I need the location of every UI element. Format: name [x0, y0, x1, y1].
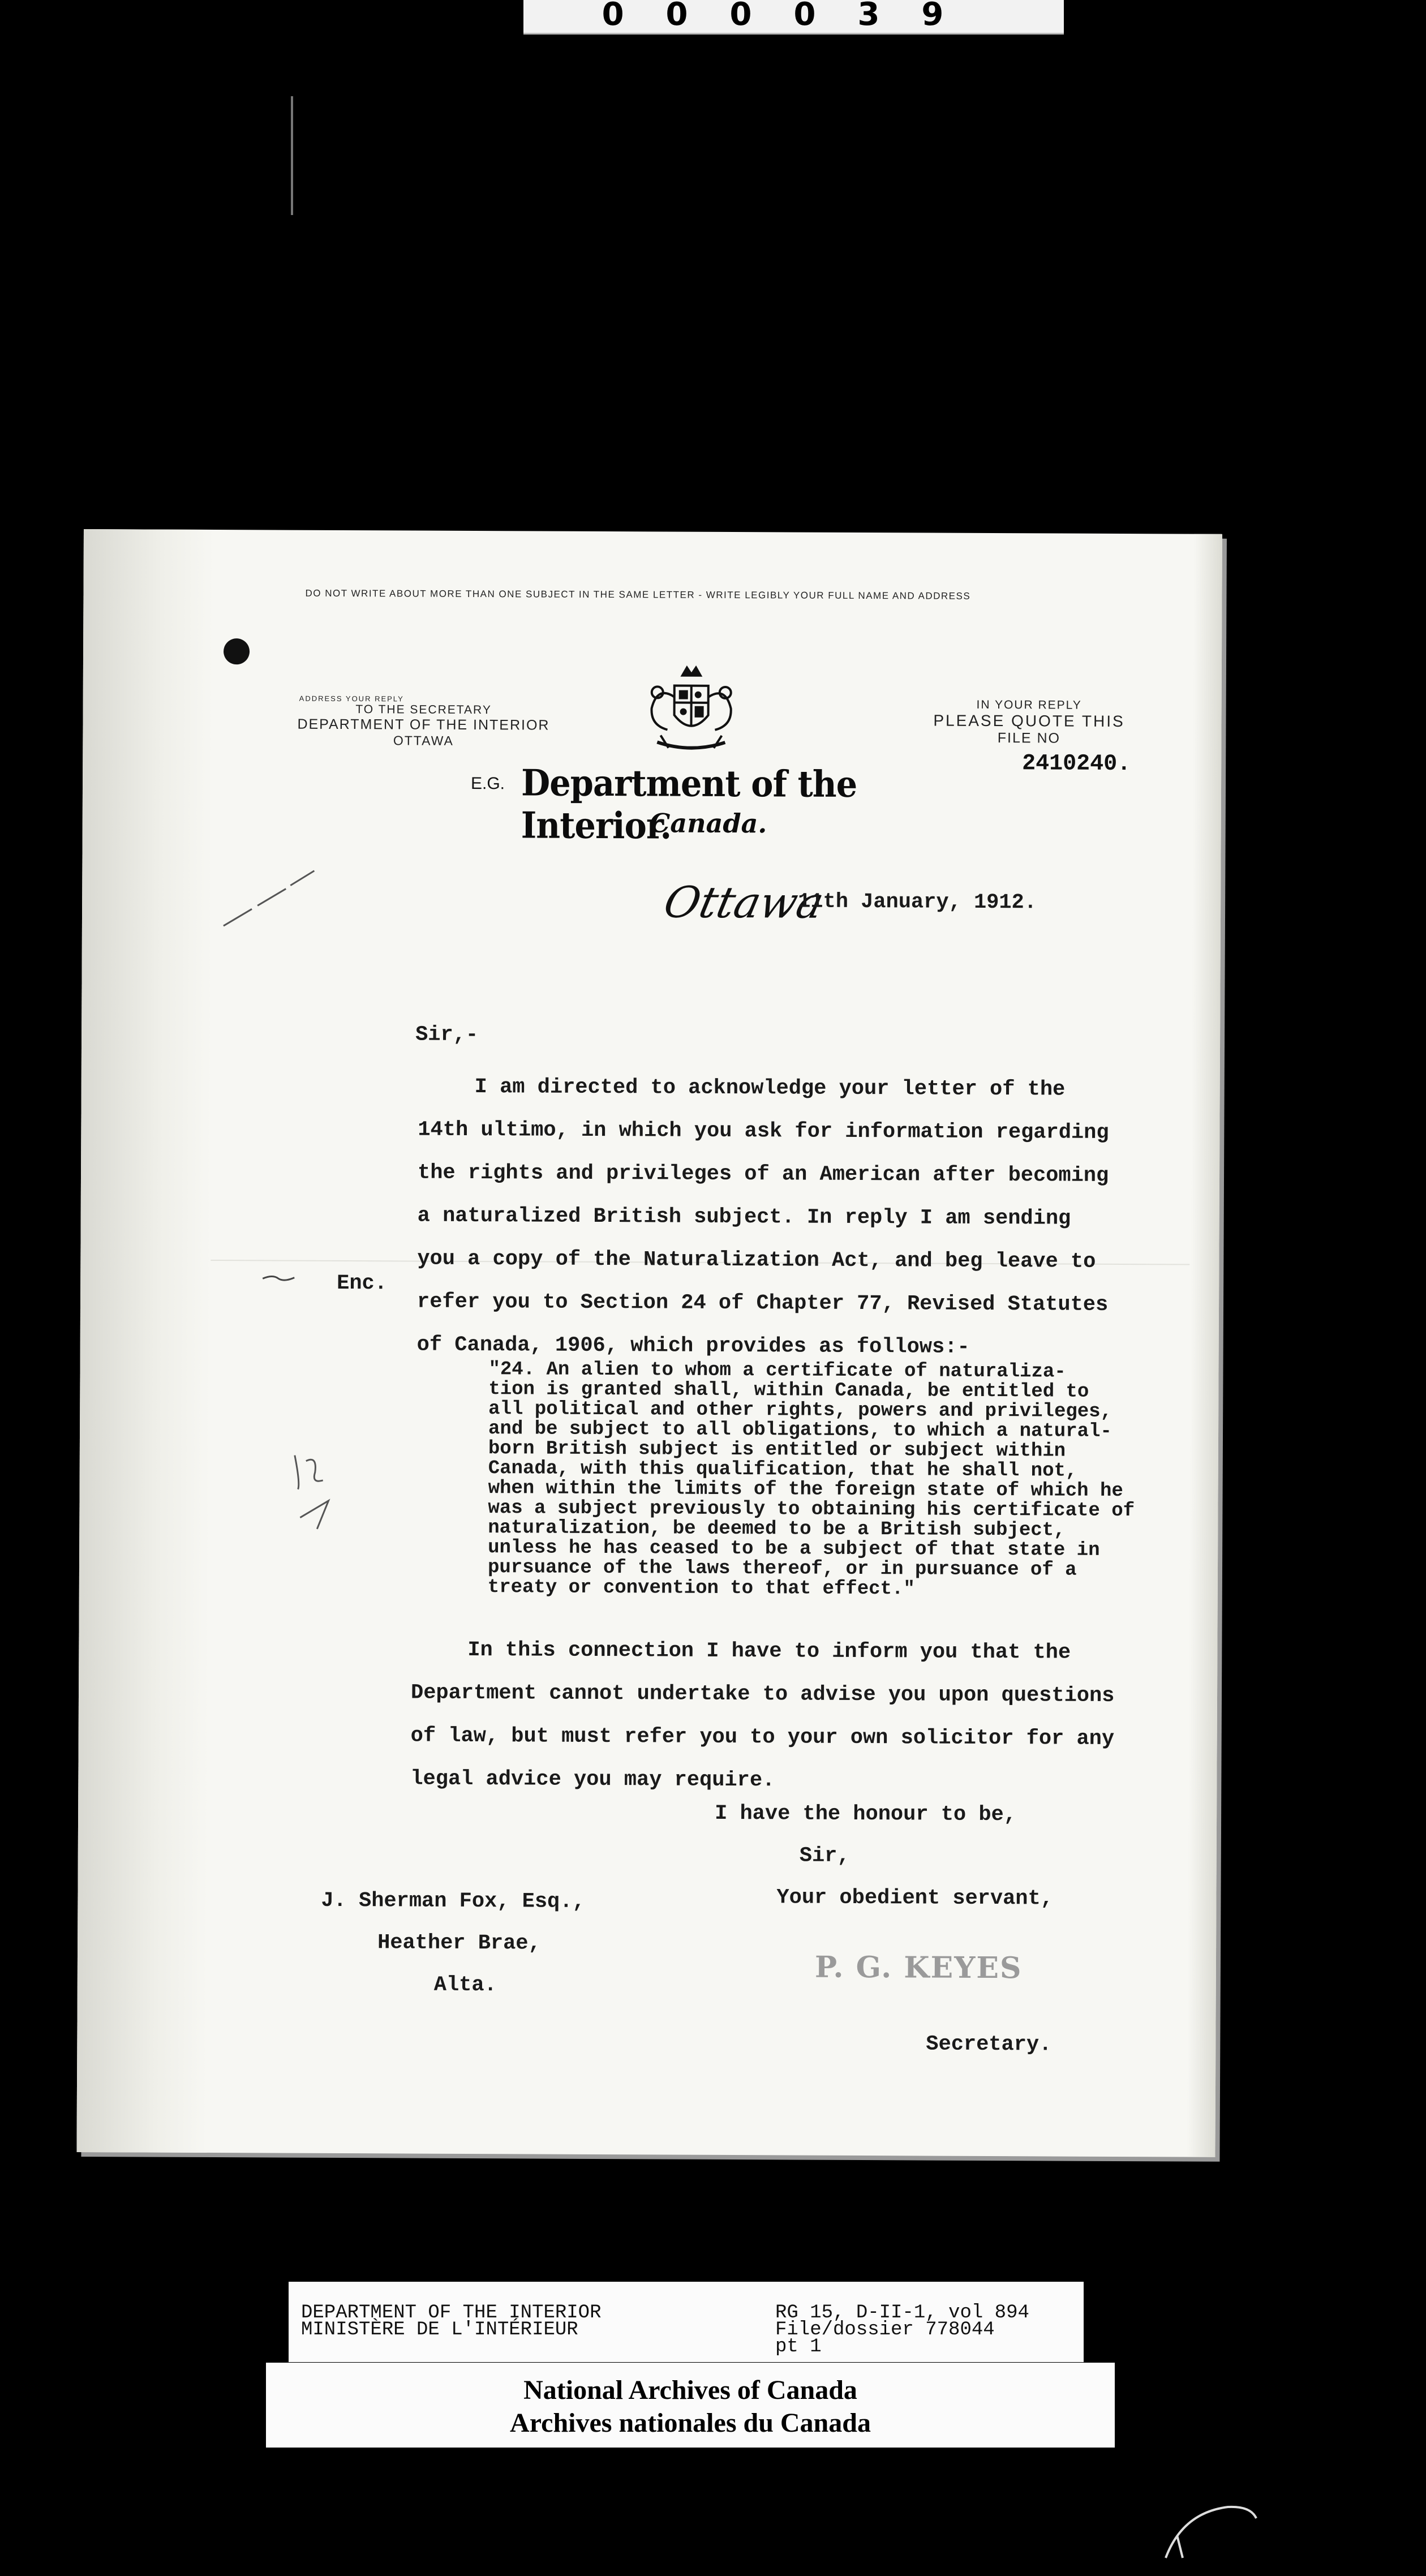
top-instruction: DO NOT WRITE ABOUT MORE THAN ONE SUBJECT IN THE SAME LETTER - WRITE LEGIBLY YOUR FULL NAME AND ADDRESS — [305, 587, 971, 602]
recipient-name: J. Sherman Fox, Esq., — [321, 1888, 585, 1914]
archive-department-fr: MINISTÈRE DE L'INTÉRIEUR — [301, 2319, 578, 2341]
closing-line-1: I have the honour to be, — [715, 1801, 1017, 1827]
signature-stamp: P. G. KEYES — [814, 1950, 1023, 1986]
signature-title: Secretary. — [926, 2032, 1052, 2057]
quote-line: pursuance of the laws thereof, or in pursuance of a — [487, 1557, 1077, 1581]
pencil-mark — [218, 864, 320, 932]
page-edge-shadow — [1187, 534, 1222, 2157]
body-line: a naturalized British subject. In reply I am sending — [417, 1204, 1071, 1231]
film-corner-mark — [1160, 2479, 1262, 2564]
recipient-address — [321, 1880, 585, 2007]
address-reply-block — [287, 694, 559, 749]
closing-line-3: Your obedient servant, — [776, 1886, 1054, 1911]
archive-department — [301, 2302, 602, 2341]
body-line: of law, but must refer you to your own solicitor for any — [410, 1724, 1115, 1751]
address-small-label: ADDRESS YOUR REPLY — [299, 694, 404, 703]
margin-tick-mark — [261, 1273, 295, 1283]
quote-line: treaty or convention to that effect." — [487, 1577, 915, 1600]
body-line: In this connection I have to inform you that the — [467, 1638, 1071, 1665]
quoted-statute — [488, 1360, 1135, 1600]
recipient-line-2: Heather Brae, — [377, 1931, 541, 1956]
salutation: Sir,- — [415, 1023, 479, 1047]
body-line: Department cannot undertake to advise you upon questions — [410, 1681, 1115, 1708]
archive-reference — [775, 2302, 1029, 2358]
archive-name-en: National Archives of Canada — [523, 2375, 857, 2405]
archive-record-group: RG 15, D-II-1, vol 894 — [775, 2302, 1029, 2324]
binding-strip — [76, 529, 214, 2153]
reply-line-1: IN YOUR REPLY — [976, 698, 1082, 712]
reply-reference-block — [904, 698, 1153, 747]
department-title: Department of the Interior. — [521, 762, 857, 848]
file-number: 2410240. — [1022, 751, 1131, 778]
closing-block — [714, 1793, 1053, 1920]
body-line: 14th ultimo, in which you ask for information regarding — [418, 1118, 1109, 1145]
body-line: refer you to Section 24 of Chapter 77, Revised Statutes — [416, 1290, 1109, 1317]
address-line-3: OTTAWA — [393, 733, 454, 748]
royal-coat-of-arms-icon — [634, 663, 748, 759]
frame-number-strip: 000039 — [523, 0, 1064, 35]
letter-place: Ottawa — [659, 877, 828, 928]
body-paragraph-1 — [417, 1066, 1110, 1369]
quote-line: tion is granted shall, within Canada, be entitled to — [488, 1379, 1089, 1403]
reply-line-2: PLEASE QUOTE THIS — [933, 711, 1125, 731]
quote-line: all political and other rights, powers and privileges, — [488, 1398, 1113, 1423]
handwritten-margin-note — [283, 1450, 351, 1535]
body-line: legal advice you may require. — [410, 1767, 775, 1793]
recipient-line-3: Alta. — [433, 1973, 497, 1998]
quote-line: "24. An alien to whom a certificate of naturaliza- — [488, 1359, 1066, 1383]
archive-part: pt 1 — [775, 2336, 822, 2358]
archive-name-fr: Archives nationales du Canada — [510, 2408, 871, 2438]
reply-line-3: FILE NO — [997, 730, 1061, 746]
letter-page — [76, 529, 1222, 2157]
quote-line: born British subject is entitled or subject within — [488, 1438, 1066, 1462]
quote-line: unless he has ceased to be a subject of that state in — [488, 1537, 1100, 1561]
quote-line: when within the limits of the foreign state of which he — [488, 1478, 1123, 1502]
archive-department-en: DEPARTMENT OF THE INTERIOR — [301, 2302, 602, 2324]
quote-line: and be subject to all obligations, to which a natural- — [488, 1418, 1112, 1442]
letter-date: 11th January, 1912. — [798, 890, 1037, 915]
enclosure-mark: Enc. — [337, 1271, 388, 1296]
archive-reference-label — [289, 2282, 1084, 2362]
body-line: I am directed to acknowledge your letter of the — [474, 1075, 1066, 1102]
archive-name-label — [266, 2363, 1115, 2448]
body-line: the rights and privileges of an American after becoming — [417, 1161, 1109, 1188]
body-line: of Canada, 1906, which provides as follows:- — [416, 1333, 970, 1359]
quote-line: naturalization, be deemed to be a British subject, — [488, 1517, 1066, 1542]
department-country: Canada. — [649, 808, 767, 839]
film-edge-mark — [291, 96, 293, 215]
body-line: you a copy of the Naturalization Act, and beg leave to — [417, 1247, 1096, 1274]
eg-initials: E.G. — [470, 774, 505, 793]
quote-line: was a subject previously to obtaining his certificate of — [488, 1497, 1135, 1522]
address-line-2: DEPARTMENT OF THE INTERIOR — [297, 716, 550, 733]
address-line-1: TO THE SECRETARY — [355, 703, 492, 717]
closing-line-2: Sir, — [799, 1844, 850, 1868]
archive-file-number: File/dossier 778044 — [775, 2319, 995, 2341]
punch-hole — [224, 638, 250, 664]
quote-line: Canada, with this qualification, that he shall not, — [488, 1458, 1077, 1482]
body-paragraph-2 — [410, 1629, 1115, 1804]
